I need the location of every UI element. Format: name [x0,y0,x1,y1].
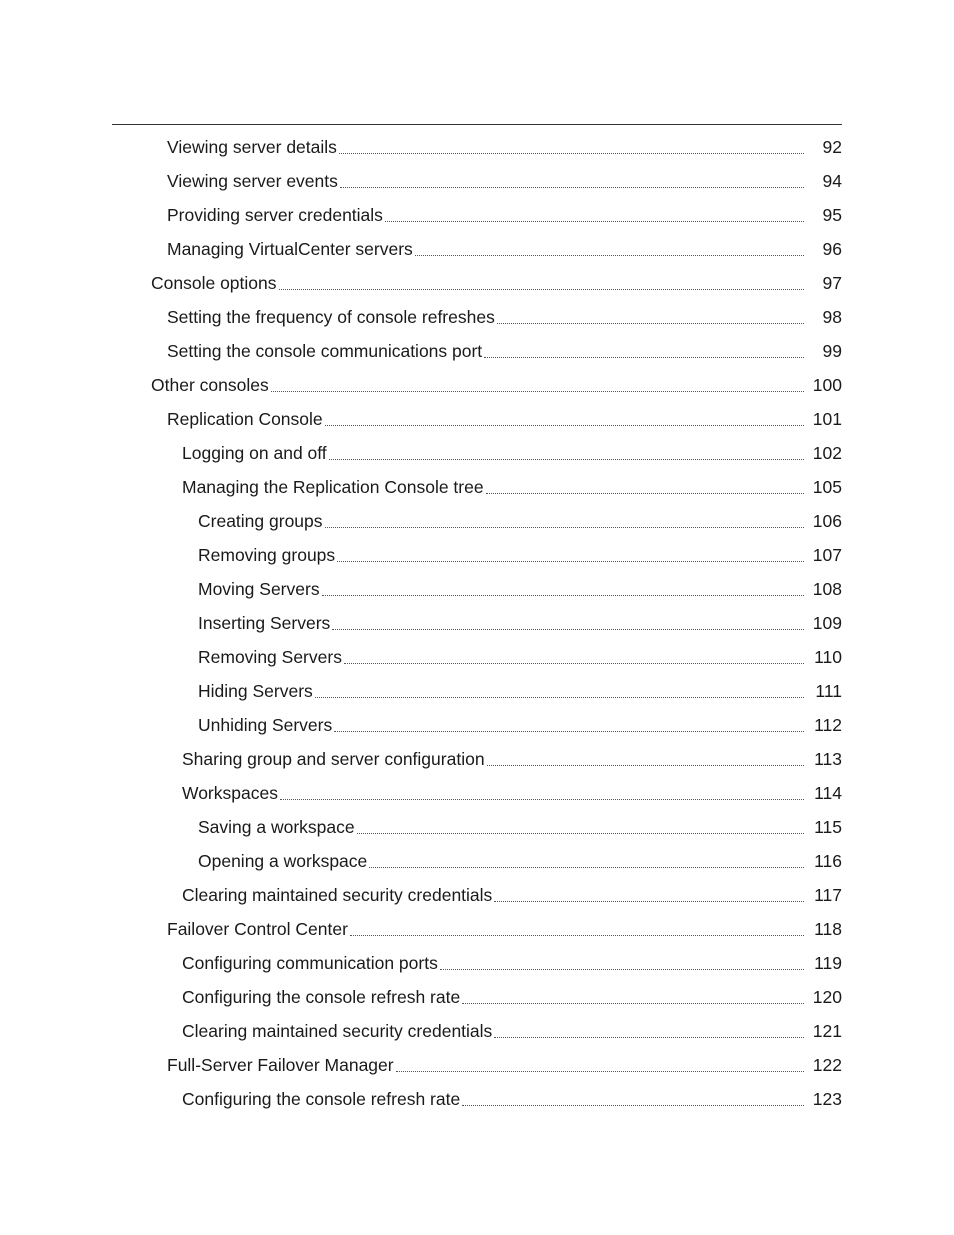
toc-dot-leader [344,663,804,664]
toc-dot-leader [462,1003,804,1004]
toc-dot-leader [357,833,804,834]
toc-entry-title: Providing server credentials [167,205,383,225]
toc-entry-title: Unhiding Servers [198,715,333,735]
toc-entry[interactable] [0,912,954,946]
toc-dot-leader [486,493,804,494]
toc-entry[interactable] [0,980,954,1014]
toc-entry-page: 108 [812,579,842,599]
toc-entry[interactable] [0,606,954,640]
toc-entry-page: 114 [814,783,842,803]
toc-entry[interactable] [0,674,954,708]
toc-entry-title: Failover Control Center [167,919,348,939]
toc-entry[interactable] [0,164,954,198]
toc-entry[interactable] [0,300,954,334]
toc-entry[interactable] [0,504,954,538]
toc-entry-page: 106 [812,511,842,531]
toc-entry-title: Creating groups [198,511,323,531]
toc-entry[interactable] [0,844,954,878]
toc-entry-title: Configuring the console refresh rate [182,987,461,1007]
toc-entry-title: Full-Server Failover Manager [167,1055,394,1075]
toc-entry-page: 118 [814,919,842,939]
toc-entry-title: Logging on and off [182,443,327,463]
toc-dot-leader [462,1105,804,1106]
toc-dot-leader [325,425,804,426]
toc-entry-title: Removing Servers [198,647,342,667]
toc-dot-leader [484,357,804,358]
toc-entry-title: Clearing maintained security credentials [182,885,493,905]
toc-entry-title: Clearing maintained security credentials [182,1021,493,1041]
toc-entry-page: 109 [812,613,842,633]
toc-dot-leader [315,697,804,698]
toc-entry-title: Configuring the console refresh rate [182,1089,461,1109]
toc-dot-leader [329,459,804,460]
toc-entry-page: 116 [814,851,842,871]
toc-dot-leader [415,255,804,256]
toc-entry[interactable] [0,198,954,232]
toc-dot-leader [280,799,804,800]
toc-entry-title: Replication Console [167,409,323,429]
toc-entry[interactable] [0,266,954,300]
toc-entry-page: 98 [822,307,842,327]
toc-entry[interactable] [0,1014,954,1048]
toc-entry[interactable] [0,742,954,776]
toc-entry[interactable] [0,538,954,572]
toc-dot-leader [271,391,804,392]
toc-dot-leader [339,153,804,154]
toc-dot-leader [385,221,804,222]
toc-entry[interactable] [0,368,954,402]
toc-entry-page: 122 [812,1055,842,1075]
toc-entry-title: Inserting Servers [198,613,331,633]
toc-entry-title: Opening a workspace [198,851,368,871]
toc-dot-leader [396,1071,804,1072]
toc-dot-leader [340,187,804,188]
toc-entry-page: 112 [814,715,842,735]
toc-entry-title: Configuring communication ports [182,953,438,973]
toc-entry-page: 117 [814,885,842,905]
toc-entry[interactable] [0,640,954,674]
toc-entry-page: 113 [814,749,842,769]
toc-entry[interactable] [0,1048,954,1082]
toc-entry[interactable] [0,470,954,504]
toc-dot-leader [332,629,804,630]
toc-entry-title: Setting the frequency of console refreshes [167,307,495,327]
toc-entry-page: 94 [822,171,842,191]
toc-dot-leader [279,289,805,290]
toc-dot-leader [337,561,804,562]
toc-entry-title: Managing VirtualCenter servers [167,239,413,259]
toc-entry[interactable] [0,232,954,266]
toc-dot-leader [369,867,804,868]
toc-entry-page: 92 [822,137,842,157]
toc-entry-title: Console options [151,273,277,293]
toc-entry-page: 110 [814,647,842,667]
toc-dot-leader [497,323,804,324]
toc-entry[interactable] [0,402,954,436]
toc-entry-page: 119 [814,953,842,973]
toc-entry-page: 105 [812,477,842,497]
toc-entry-title: Moving Servers [198,579,320,599]
toc-dot-leader [322,595,804,596]
toc-entry-title: Managing the Replication Console tree [182,477,484,497]
toc-entry-page: 97 [822,273,842,293]
toc-dot-leader [334,731,804,732]
toc-entry-page: 120 [812,987,842,1007]
toc-dot-leader [494,901,804,902]
toc-entry[interactable] [0,130,954,164]
toc-entry[interactable] [0,436,954,470]
toc-entry-page: 99 [822,341,842,361]
toc-entry-page: 121 [812,1021,842,1041]
toc-dot-leader [325,527,804,528]
toc-entry[interactable] [0,334,954,368]
toc-entry-title: Setting the console communications port [167,341,483,361]
toc-entry-title: Other consoles [151,375,269,395]
toc-dot-leader [350,935,804,936]
toc-entry-page: 101 [812,409,842,429]
toc-entry-page: 111 [815,681,842,701]
toc-entry[interactable] [0,946,954,980]
toc-entry[interactable] [0,572,954,606]
toc-entry-title: Viewing server events [167,171,338,191]
table-of-contents [0,130,954,1116]
toc-entry-page: 96 [822,239,842,259]
toc-entry-page: 100 [812,375,842,395]
toc-entry-title: Sharing group and server configuration [182,749,485,769]
toc-entry[interactable] [0,878,954,912]
toc-entry[interactable] [0,810,954,844]
header-rule [112,124,842,125]
toc-dot-leader [494,1037,804,1038]
toc-entry-page: 107 [812,545,842,565]
toc-entry-page: 102 [812,443,842,463]
toc-entry-title: Hiding Servers [198,681,313,701]
toc-entry[interactable] [0,776,954,810]
toc-entry-title: Saving a workspace [198,817,355,837]
toc-entry-page: 95 [822,205,842,225]
toc-entry-title: Viewing server details [167,137,337,157]
toc-dot-leader [487,765,804,766]
toc-entry-title: Removing groups [198,545,336,565]
toc-entry-page: 115 [814,817,842,837]
toc-entry-page: 123 [812,1089,842,1109]
toc-dot-leader [440,969,804,970]
toc-entry[interactable] [0,1082,954,1116]
toc-entry-title: Workspaces [182,783,278,803]
toc-entry[interactable] [0,708,954,742]
